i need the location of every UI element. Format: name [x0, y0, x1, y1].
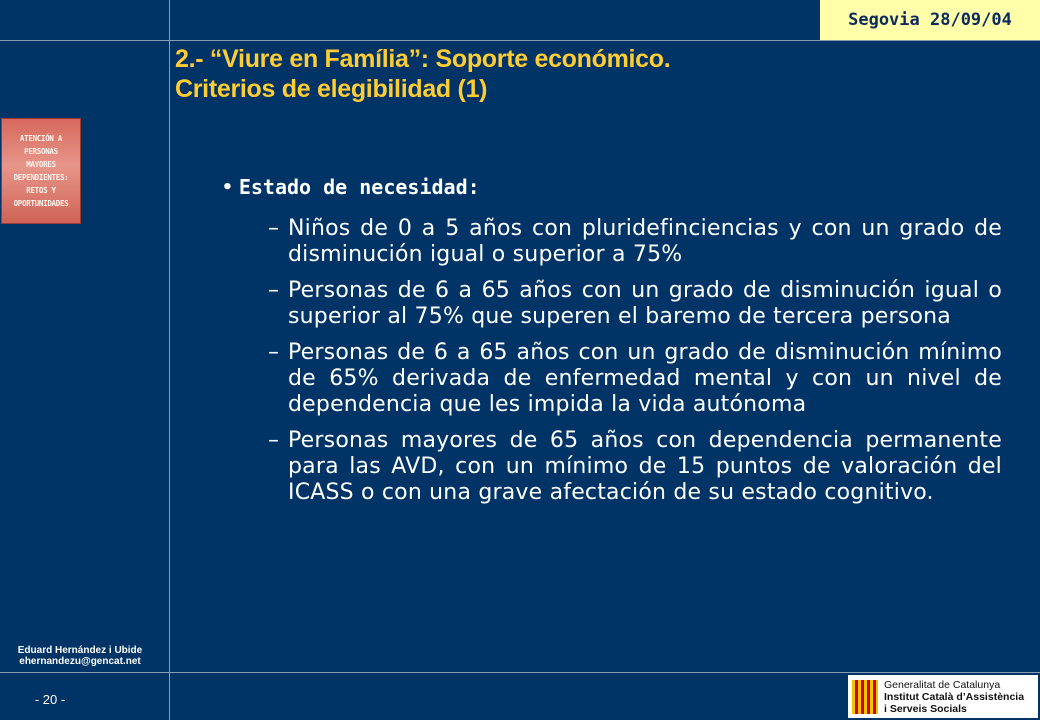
bullet-icon: • — [222, 176, 233, 198]
bottom-divider — [0, 672, 1040, 673]
list-item — [268, 278, 1002, 330]
book-cover-line: PERSONAS — [24, 147, 58, 156]
dash-icon: – — [268, 428, 279, 453]
logo-line-1: Generalitat de Catalunya — [884, 678, 1001, 691]
author-credit — [0, 645, 160, 667]
list-item — [268, 428, 1002, 506]
senyera-icon — [852, 680, 878, 714]
section-heading-text: Estado de necesidad: — [238, 175, 480, 199]
criteria-list — [268, 216, 1002, 516]
vertical-divider — [169, 0, 170, 720]
slide-title-line1: 2.- “Viure en Família”: Soporte económico. — [175, 45, 671, 73]
logo-line-2: Institut Català d’Assistència — [884, 690, 1025, 703]
slide-title — [175, 44, 815, 104]
author-email: ehernandezu@gencat.net — [19, 656, 141, 667]
book-cover-line: MAYORES — [26, 160, 56, 169]
generalitat-logo — [848, 675, 1038, 718]
book-cover-image — [1, 118, 81, 224]
dash-icon: – — [268, 340, 279, 365]
section-heading — [222, 175, 480, 199]
book-cover-line: OPORTUNIDADES — [13, 199, 69, 208]
list-item-text: Personas de 6 a 65 años con un grado de disminución mínimo de 65% derivada de enfermedad mental y con un nivel de dependencia que les impida la vida autónoma — [288, 340, 1002, 417]
book-cover-line: ATENCIÓN A — [19, 134, 63, 143]
author-name: Eduard Hernández i Ubide — [17, 645, 143, 656]
book-cover-line: RETOS Y — [26, 186, 56, 195]
page-number: - 20 - — [34, 692, 66, 707]
book-cover-line: DEPENDIENTES: — [13, 173, 69, 182]
list-item — [268, 216, 1002, 268]
list-item-text: Niños de 0 a 5 años con pluridefinciencias y con un grado de disminución igual o superior a 75% — [288, 216, 1002, 267]
top-divider — [0, 40, 1040, 41]
location-date-badge: Segovia 28/09/04 — [820, 0, 1040, 40]
dash-icon: – — [268, 278, 279, 303]
dash-icon: – — [268, 216, 279, 241]
list-item-text: Personas de 6 a 65 años con un grado de disminución igual o superior al 75% que superen el baremo de tercera persona — [288, 278, 1002, 329]
logo-line-3: i Serveis Socials — [884, 702, 967, 715]
list-item-text: Personas mayores de 65 años con dependencia permanente para las AVD, con un mínimo de 15 puntos de valoración del ICASS o con una grave afectación de su estado cognitivo. — [288, 428, 1002, 505]
slide-title-line2: Criterios de elegibilidad (1) — [175, 75, 488, 103]
list-item — [268, 340, 1002, 418]
logo-text — [884, 679, 1024, 715]
